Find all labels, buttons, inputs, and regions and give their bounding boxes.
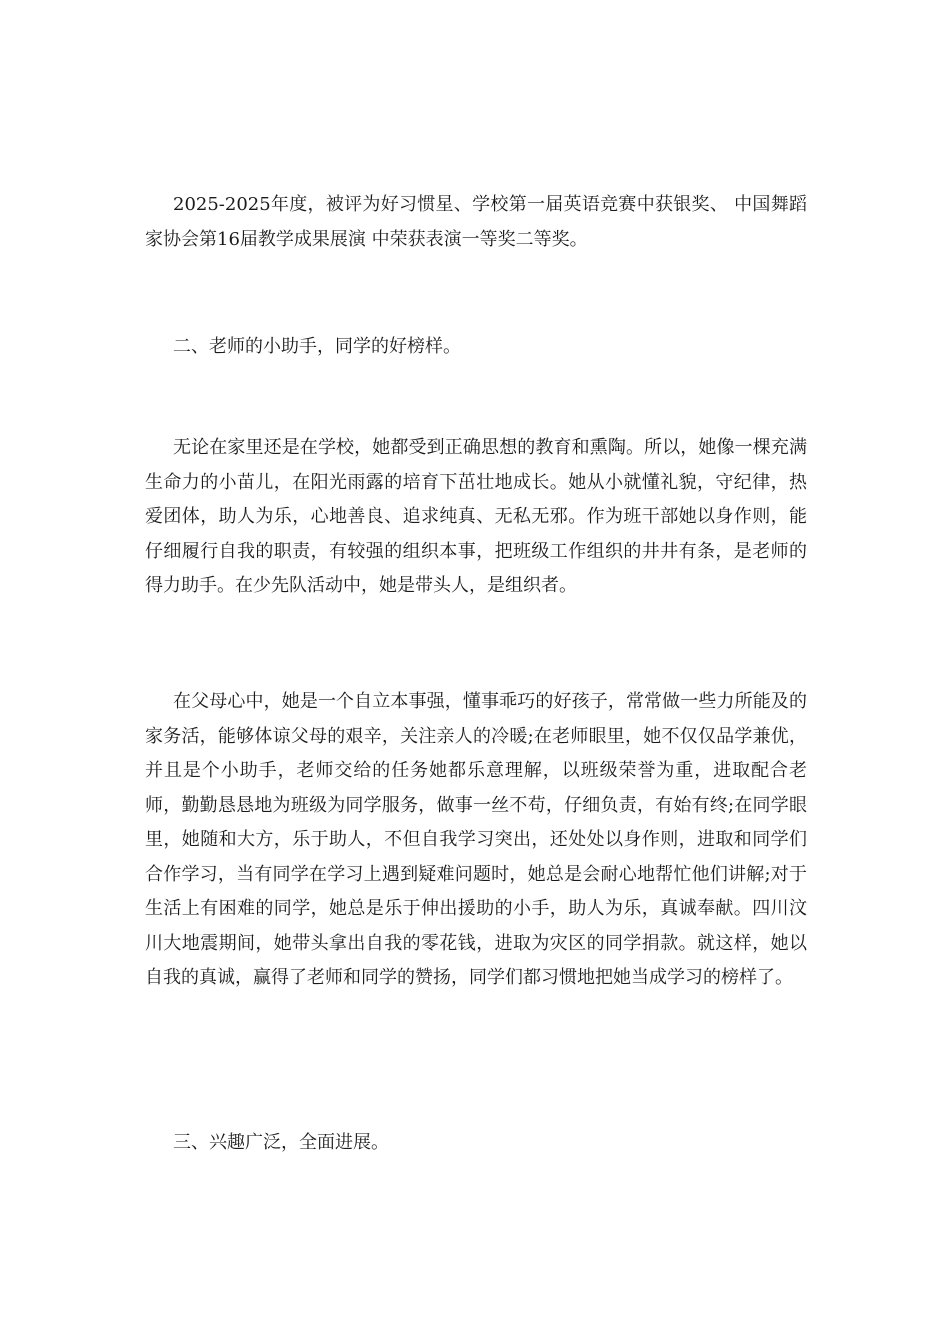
role-model-paragraph: 在父母心中，她是一个自立本事强，懂事乖巧的好孩子，常常做一些力所能及的家务活，能够体谅父母的艰辛，关注亲人的冷暖;在老师眼里，她不仅仅品学兼优，并且是个小助手，老师交给的任务她都乐意理解，以班级荣誉为重，进取配合老师，勤勤恳恳地为班级为同学服务，做事一丝不苟，仔细负责，有始有终;在同学眼里，她随和大方，乐于助人，不但自我学习突出，还处处以身作则，进取和同学们合作学习，当有同学在学习上遇到疑难问题时，她总是会耐心地帮忙他们讲解;对于生活上有困难的同学，她总是乐于伸出援助的小手，助人为乐，真诚奉献。四川汶川大地震期间，她带头拿出自我的零花钱，进取为灾区的同学捐款。就这样，她以自我的真诚，赢得了老师和同学的赞扬，同学们都习惯地把她当成学习的榜样了。	[145, 691, 807, 988]
growth-paragraph: 无论在家里还是在学校，她都受到正确思想的教育和熏陶。所以，她像一棵充满生命力的小苗儿，在阳光雨露的培育下茁壮地成长。她从小就懂礼貌，守纪律，热爱团体，助人为乐，心地善良、追求纯真、无私无邪。作为班干部她以身作则，能仔细履行自我的职责，有较强的组织本事，把班级工作组织的井井有条，是老师的得力助手。在少先队活动中，她是带头人，是组织者。	[145, 437, 807, 596]
awards-paragraph: 2025-2025年度，被评为好习惯星、学校第一届英语竞赛中获银奖、 中国舞蹈家协会第16届教学成果展演 中荣获表演一等奖二等奖。	[145, 194, 807, 250]
section-heading-two: 二、老师的小助手，同学的好榜样。	[173, 336, 461, 357]
section-heading-three: 三、兴趣广泛，全面进展。	[173, 1132, 389, 1153]
